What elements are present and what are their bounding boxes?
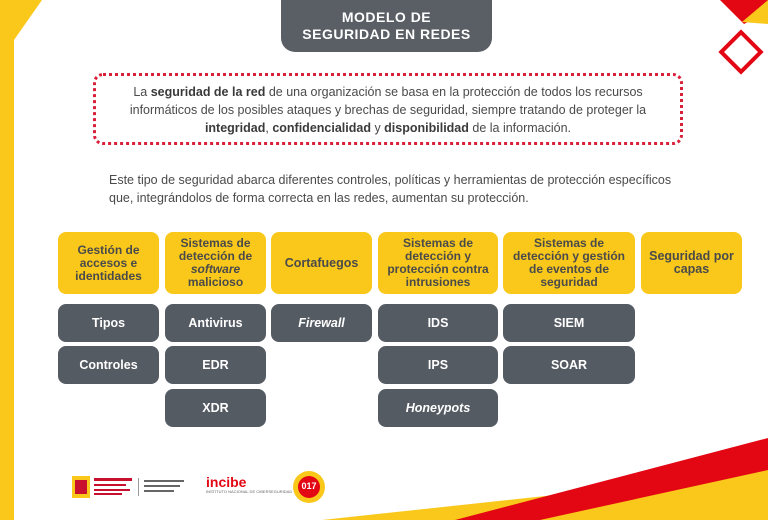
item-firewall: Firewall (271, 304, 372, 342)
government-logo (72, 476, 195, 498)
incibe-logo-subtitle: INSTITUTO NACIONAL DE CIBERSEGURIDAD (206, 489, 293, 494)
page-title (281, 0, 492, 52)
description-paragraph: Este tipo de seguridad abarca diferentes controles, políticas y herramientas de protección específicos que, integrándolos de forma correcta en las redes, aumentan su protección. (109, 173, 672, 205)
column-header-layers: Seguridad por capas (641, 232, 742, 294)
header-text: Sistemas de detección de (178, 236, 253, 263)
item-antivirus: Antivirus (165, 304, 266, 342)
header-text: malicioso (187, 275, 244, 289)
item-soar: SOAR (503, 346, 635, 384)
intro-box (93, 73, 683, 145)
item-xdr: XDR (165, 389, 266, 427)
intro-text: , (265, 121, 273, 135)
incibe-logo-text: incibe (206, 474, 247, 490)
incibe-logo (206, 474, 293, 497)
item-ids: IDS (378, 304, 498, 342)
intro-bold: disponibilidad (384, 121, 469, 135)
intro-text: de la información. (468, 121, 572, 135)
intro-text: La (133, 85, 151, 99)
badge-017 (292, 470, 326, 504)
item-controles: Controles (58, 346, 159, 384)
column-header-malware (165, 232, 266, 294)
column-header-siem: Sistemas de detección y gestión de eventos de seguridad (503, 232, 635, 294)
badge-text: 017 (301, 481, 317, 491)
header-italic: software (190, 262, 241, 276)
item-honeypots: Honeypots (378, 389, 498, 427)
intro-bold: seguridad de la red (150, 85, 266, 99)
intro-bold: confidencialidad (272, 121, 371, 135)
column-header-intrusion: Sistemas de detección y protección contra intrusiones (378, 232, 498, 294)
item-siem: SIEM (503, 304, 635, 342)
item-ips: IPS (378, 346, 498, 384)
intro-text: de una organización se basa en la protección de todos los recursos informáticos de los posibles ataques y brechas de seguridad, siempre tratando de proteger la (129, 85, 647, 117)
column-header-identity: Gestión de accesos e identidades (58, 232, 159, 294)
intro-bold: integridad (204, 121, 266, 135)
title-line-1: MODELO DE (341, 9, 432, 25)
item-tipos: Tipos (58, 304, 159, 342)
intro-text: y (370, 121, 385, 135)
item-edr: EDR (165, 346, 266, 384)
column-header-firewall: Cortafuegos (271, 232, 372, 294)
title-line-2: SEGURIDAD EN REDES (302, 26, 471, 42)
